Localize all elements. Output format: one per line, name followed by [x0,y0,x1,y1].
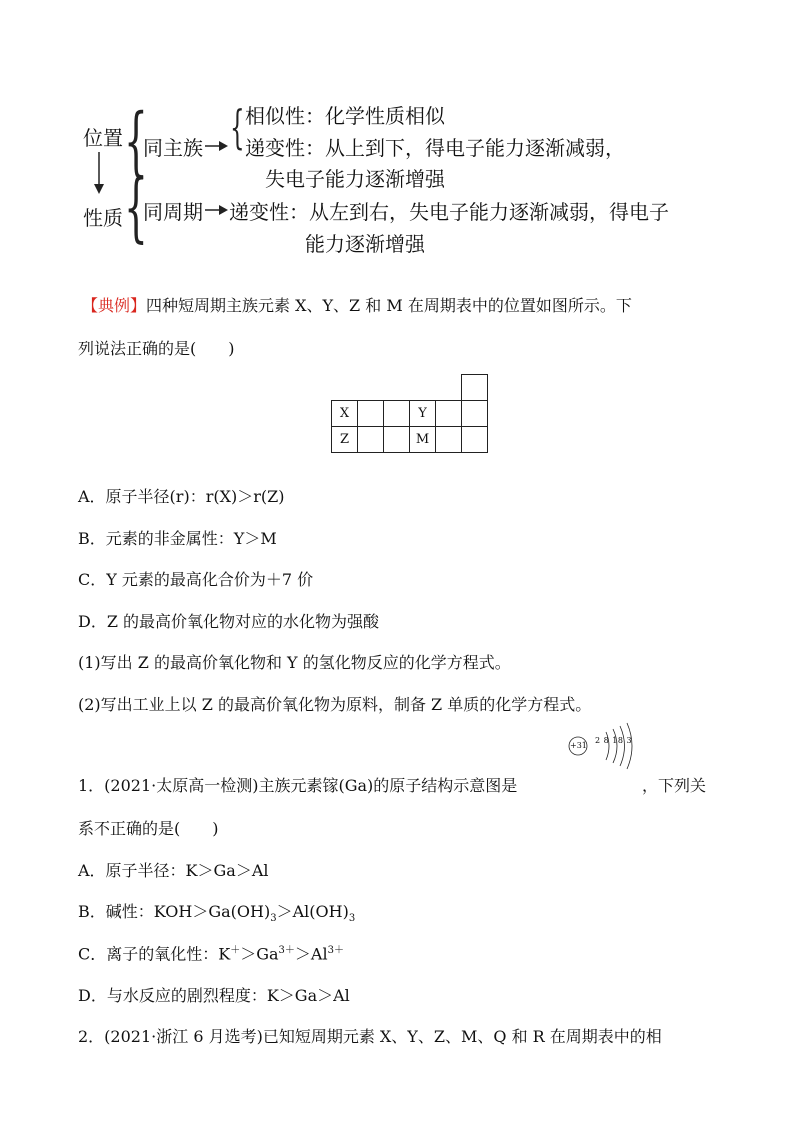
table-cell-y: Y [410,401,436,427]
table-cell [462,375,488,401]
table-cell [384,401,410,427]
gallium-atom-diagram [566,722,638,770]
example-option-b: B．元素的非金属性：Y＞M [78,529,277,548]
periodic-table-fragment [331,374,488,453]
example-subquestion-1: (1)写出 Z 的最高价氧化物和 Y 的氢化物反应的化学方程式。 [78,653,511,672]
down-arrow-icon [92,152,106,196]
position-label: 位置 [83,126,123,150]
atom-shells: 2 8 18 3 [595,736,633,745]
example-stem-line2: 列说法正确的是( ) [78,339,235,358]
outer-brace: { [124,97,148,185]
table-cell [462,427,488,453]
right-arrow-icon [205,204,229,216]
example-subquestion-2: (2)写出工业上以 Z 的最高价氧化物为原料，制备 Z 单质的化学方程式。 [78,695,592,714]
q1-option-a: A．原子半径：K＞Ga＞Al [78,861,269,880]
group-gradation-cont: 失电子能力逐渐增强 [265,167,445,191]
q1-option-d: D．与水反应的剧烈程度：K＞Ga＞Al [78,986,350,1005]
q1-stem-prefix: 1．(2021·太原高一检测)主族元素镓(Ga)的原子结构示意图是 [78,776,518,795]
example-option-c: C．Y 元素的最高化合价为＋7 价 [78,570,314,589]
outer-brace-lower: { [124,163,148,251]
q1-option-b: B．碱性：$KOH>Ga(OH)_3>Al(OH)_3$ [78,902,356,925]
group-similarity: 相似性：化学性质相似 [245,104,445,128]
q1-stem-line2: 系不正确的是( ) [78,819,219,838]
q1-stem-suffix: ，下列关 [642,776,707,795]
property-label: 性质 [83,206,123,230]
group-brace: { [230,100,245,154]
table-cell [436,401,462,427]
period-label: 同周期 [143,200,203,224]
group-label: 同主族 [143,136,203,160]
table-cell [358,427,384,453]
q2-stem: 2．(2021·浙江 6 月选考)已知短周期元素 X、Y、Z、M、Q 和 R 在周期表中的相 [78,1027,662,1046]
example-option-a: A．原子半径(r)：r(X)＞r(Z) [78,487,285,506]
table-cell [436,427,462,453]
q1-option-c: C．离子的氧化性：$K^+>Ga^{3+}>Al^{3+}$ [78,944,344,964]
period-gradation: 递变性：从左到右，失电子能力逐渐减弱，得电子 [229,200,669,224]
table-cell-m: M [410,427,436,453]
group-gradation: 递变性：从上到下，得电子能力逐渐减弱， [245,136,625,160]
period-gradation-cont: 能力逐渐增强 [305,232,425,256]
table-cell-x: X [332,401,358,427]
table-cell [462,401,488,427]
example-option-d: D．Z 的最高价氧化物对应的水化物为强酸 [78,612,380,631]
example-tag: 【典例】 [82,296,147,315]
table-cell [358,401,384,427]
example-stem-line1: 【典例】四种短周期主族元素 X、Y、Z 和 M 在周期表中的位置如图所示。下 [82,296,632,315]
table-cell-z: Z [332,427,358,453]
right-arrow-icon [205,140,229,152]
table-cell [384,427,410,453]
atom-nucleus: +31 [570,741,587,750]
